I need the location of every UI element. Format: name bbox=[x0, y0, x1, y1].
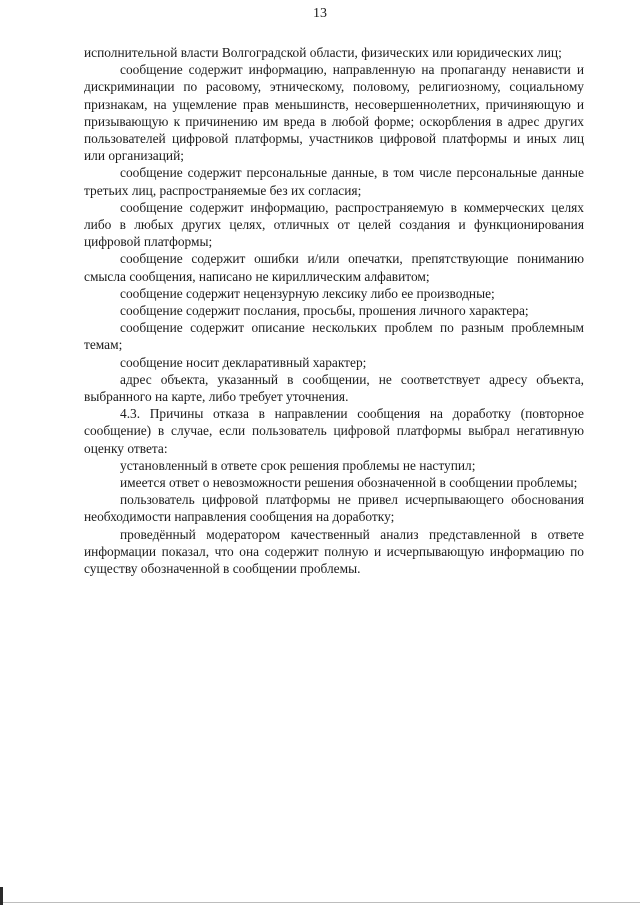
document-body bbox=[84, 44, 584, 577]
page-number: 13 bbox=[313, 6, 327, 21]
scan-bottom-edge bbox=[0, 899, 640, 903]
paragraph-continuation: исполнительной власти Волгоградской области, физических или юридических лиц; bbox=[84, 45, 562, 60]
paragraph-address-mismatch: адрес объекта, указанный в сообщении, не соответствует адресу объекта, выбранного на карте, либо требует уточнения. bbox=[84, 371, 584, 405]
paragraph-errors: сообщение содержит ошибки и/или опечатки, препятствующие пониманию смысла сообщения, написано не кириллическим алфавитом; bbox=[84, 251, 584, 284]
paragraph-multiple-problems: сообщение содержит описание нескольких проблем по разным проблемным темам; bbox=[84, 320, 584, 353]
paragraph-commercial: сообщение содержит информацию, распространяемую в коммерческих целях либо в любых других целях, отличных от целей создания и функционирования цифровой платформы; bbox=[84, 199, 584, 250]
paragraph-hate-speech: сообщение содержит информацию, направленную на пропаганду ненависти и дискриминации по расовому, этническому, половому, религиозному, социальному признакам, на ущемление прав меньшинств, несовершеннолетних, причиняющую и призывающую к причинению им вреда в любой форме; оскорбления в адрес других пользователей цифровой платформы, участников цифровой платформы и иных лиц или организаций; bbox=[84, 62, 584, 164]
paragraph-personal-requests: сообщение содержит послания, просьбы, прошения личного характера; bbox=[120, 303, 529, 319]
paragraph-personal-data: сообщение содержит персональные данные, в том числе персональные данные третьих лиц, распространяемые без их согласия; bbox=[84, 165, 584, 198]
paragraph-declarative: сообщение носит декларативный характер; bbox=[120, 354, 367, 370]
section-4-3-heading: 4.3. Причины отказа в направлении сообщения на доработку (повторное сообщение) в случае, если пользователь цифровой платформы выбрал негативную оценку ответа: bbox=[84, 406, 584, 456]
paragraph-impossible: имеется ответ о невозможности решения обозначенной в сообщении проблемы; bbox=[120, 475, 578, 491]
scan-corner-mark bbox=[0, 887, 3, 905]
paragraph-obscene: сообщение содержит нецензурную лексику либо ее производные; bbox=[120, 285, 495, 301]
paragraph-no-justification: пользователь цифровой платформы не привел исчерпывающего обоснования необходимости направления сообщения на доработку; bbox=[84, 492, 584, 525]
paragraph-deadline: установленный в ответе срок решения проблемы не наступил; bbox=[120, 457, 476, 473]
paragraph-moderator-analysis: проведённый модератором качественный анализ представленной в ответе информации показал, что она содержит полную и исчерпывающую информацию по существу обозначенной в сообщении проблемы. bbox=[84, 526, 584, 577]
